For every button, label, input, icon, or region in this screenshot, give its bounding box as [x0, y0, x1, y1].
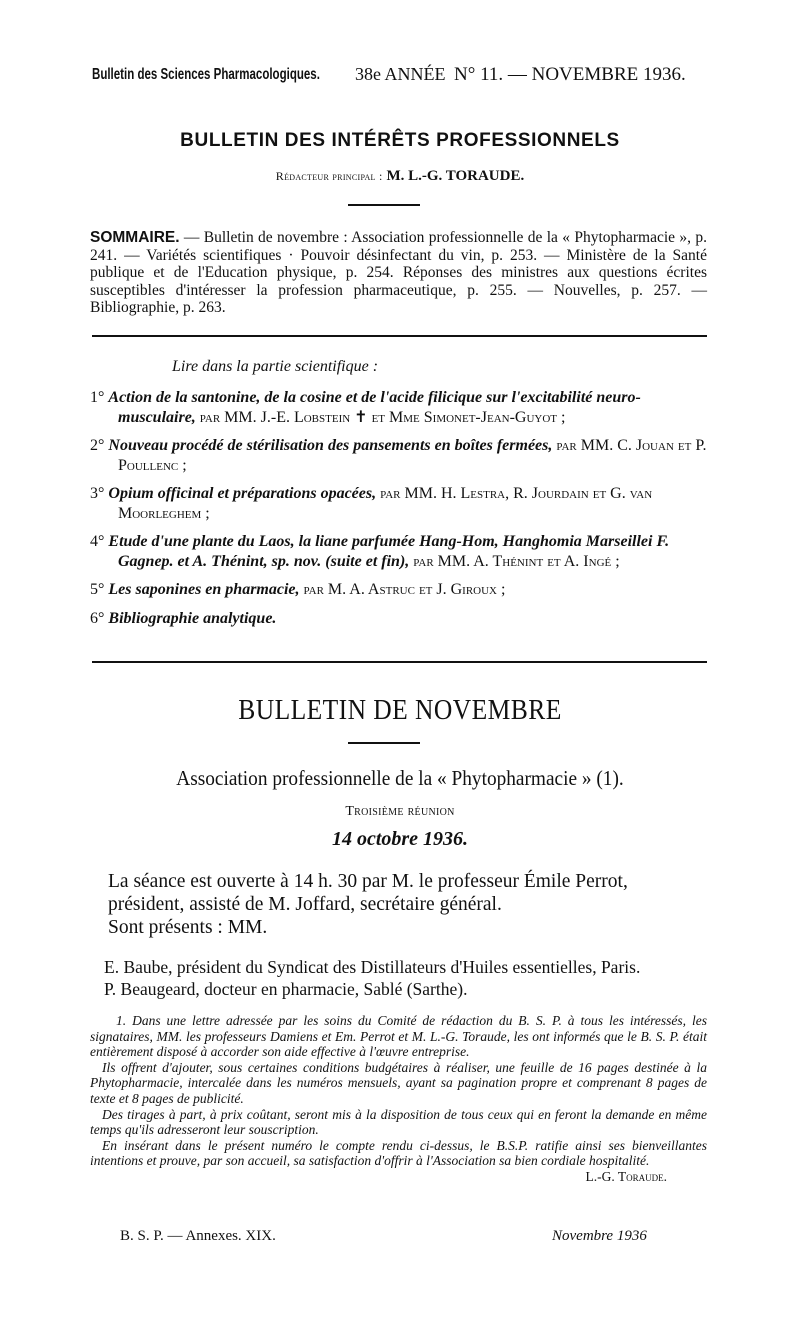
toc-authors: par MM. A. Thénint et A. Ingé ;: [413, 552, 620, 570]
running-header: [92, 64, 712, 90]
divider: [348, 204, 420, 206]
sommaire: [90, 229, 707, 317]
sommaire-label: SOMMAIRE.: [90, 229, 180, 246]
toc-item: 3° Opium officinal et préparations opacées, par MM. H. Lestra, R. Jourdain et G. van Moorleghem ;: [90, 485, 653, 522]
reunion: Troisième réunion: [345, 804, 455, 819]
toc-authors: par MM. C. Jouan et P. Poullenc ;: [118, 437, 707, 474]
divider: [92, 335, 707, 337]
sommaire-text: — Bulletin de novembre : Association professionnelle de la « Phytopharmacie », p. 241. — Variétés scientifiques · Pouvoir désinfectant du vin, p. 253. — Ministère de la Santé publique et de l'Education physique, p. 254. Réponses des ministres aux questions écrites susceptibles d'intéresser la profession pharmaceutique, p. 255. — Nouvelles, p. 257. — Bibliographie, p. 263.: [90, 229, 708, 316]
year: 38e ANNÉE: [355, 64, 446, 84]
footer-right: Novembre 1936: [552, 1228, 647, 1244]
toc-authors: par MM. H. Lestra, R. Jourdain et G. van Moorleghem ;: [118, 485, 653, 522]
footnote-p: 1. Dans une lettre adressée par les soins du Comité de rédaction du B. S. P. à tous les intéressés, les signataires, MM. les professeurs Damiens et Em. Perrot et M. L.-G. Toraude, les ont informés que le B. S. P. était entièrement disposé à accorder son aide effective à l'œuvre entreprise.: [90, 1013, 707, 1060]
footer-left: B. S. P. — Annexes. XIX.: [120, 1228, 276, 1244]
footnote-signature: L.-G. Toraude.: [585, 1168, 667, 1184]
journal-name: Bulletin des Sciences Pharmacologiques.: [92, 66, 320, 83]
redacteur-line: [0, 168, 800, 185]
footnote-p: Ils offrent d'ajouter, sous certaines conditions budgétaires à réaliser, une feuille de 16 pages destinée à la Phytopharmacie, intercalée dans les numéros mensuels, ayant sa pagination propre et comprenant 8 pages de texte et 8 pages de publicité.: [90, 1059, 707, 1106]
toc-item: 4° Etude d'une plante du Laos, la liane parfumée Hang-Hom, Hanghomia Marseillei F. Gagnep. et A. Thénint, sp. nov. (suite et fin), par MM. A. Thénint et A. Ingé ;: [90, 533, 670, 570]
toc-title: Les saponines en pharmacie,: [108, 581, 300, 598]
toc-title: Bibliographie analytique.: [108, 609, 277, 627]
redacteur-label: Rédacteur principal :: [275, 169, 383, 183]
opening-paragraph: La séance est ouverte à 14 h. 30 par M. le professeur Émile Perrot, président, assisté de M. Joffard, secrétaire général.: [108, 871, 628, 915]
present-line: Sont présents : MM.: [108, 917, 268, 938]
lire-heading: Lire dans la partie scientifique :: [172, 358, 379, 375]
toc-item: 5° Les saponines en pharmacie, par M. A. Astruc et J. Giroux ;: [90, 581, 506, 598]
toc-item: 1° Action de la santonine, de la cosine et de l'acide filicique sur l'excitabilité neuro-musculaire, par MM. J.-E. Lobstein ✝ et Mme Simonet-Jean-Guyot ;: [90, 389, 641, 426]
footnote: [90, 1013, 707, 1185]
redacteur-name: M. L.-G. TORAUDE.: [386, 168, 525, 184]
toc-list: [90, 388, 707, 628]
divider: [92, 661, 707, 663]
session-text: [108, 870, 708, 939]
toc-item: 2° Nouveau procédé de stérilisation des pansements en boîtes fermées, par MM. C. Jouan et P. Poullenc ;: [90, 437, 707, 474]
divider: [348, 742, 420, 744]
member-entry: E. Baube, président du Syndicat des Distillateurs d'Huiles essentielles, Paris.: [104, 957, 641, 977]
member-entry: P. Beaugeard, docteur en pharmacie, Sablé (Sarthe).: [104, 979, 468, 999]
association-heading: Association professionnelle de la « Phytopharmacie » (1).: [176, 766, 624, 790]
footnote-p: Des tirages à part, à prix coûtant, seront mis à la disposition de tous ceux qui en feront la demande en même temps qu'ils adresseront leur souscription.: [90, 1106, 707, 1138]
toc-item: 6° Bibliographie analytique.: [90, 609, 277, 627]
toc-title: Nouveau procédé de stérilisation des pansements en boîtes fermées,: [108, 437, 553, 454]
toc-authors: par MM. J.-E. Lobstein ✝ et Mme Simonet-Jean-Guyot ;: [199, 408, 566, 426]
footnote-p: En insérant dans le présent numéro le compte rendu ci-dessus, le B.S.P. ratifie ainsi ses bienveillantes intentions et prouve, par son accueil, sa satisfaction d'offrir à l'Association sa bien cordiale hospitalité.: [90, 1137, 707, 1169]
toc-title: Action de la santonine, de la cosine et de l'acide filicique sur l'excitabilité neuro-musculaire,: [108, 389, 641, 426]
toc-authors: par M. A. Astruc et J. Giroux ;: [303, 581, 506, 598]
bulletin-title: BULLETIN DE NOVEMBRE: [238, 694, 562, 726]
toc-title: Opium officinal et préparations opacées,: [108, 485, 377, 502]
session-date: 14 octobre 1936.: [331, 828, 469, 850]
section-title: BULLETIN DES INTÉRÊTS PROFESSIONNELS: [180, 130, 620, 151]
members: [104, 956, 708, 1000]
toc-title: Etude d'une plante du Laos, la liane parfumée Hang-Hom, Hanghomia Marseillei F. Gagnep. et A. Thénint, sp. nov. (suite et fin),: [108, 533, 670, 570]
issue-number: N° 11. — NOVEMBRE 1936.: [454, 64, 686, 85]
